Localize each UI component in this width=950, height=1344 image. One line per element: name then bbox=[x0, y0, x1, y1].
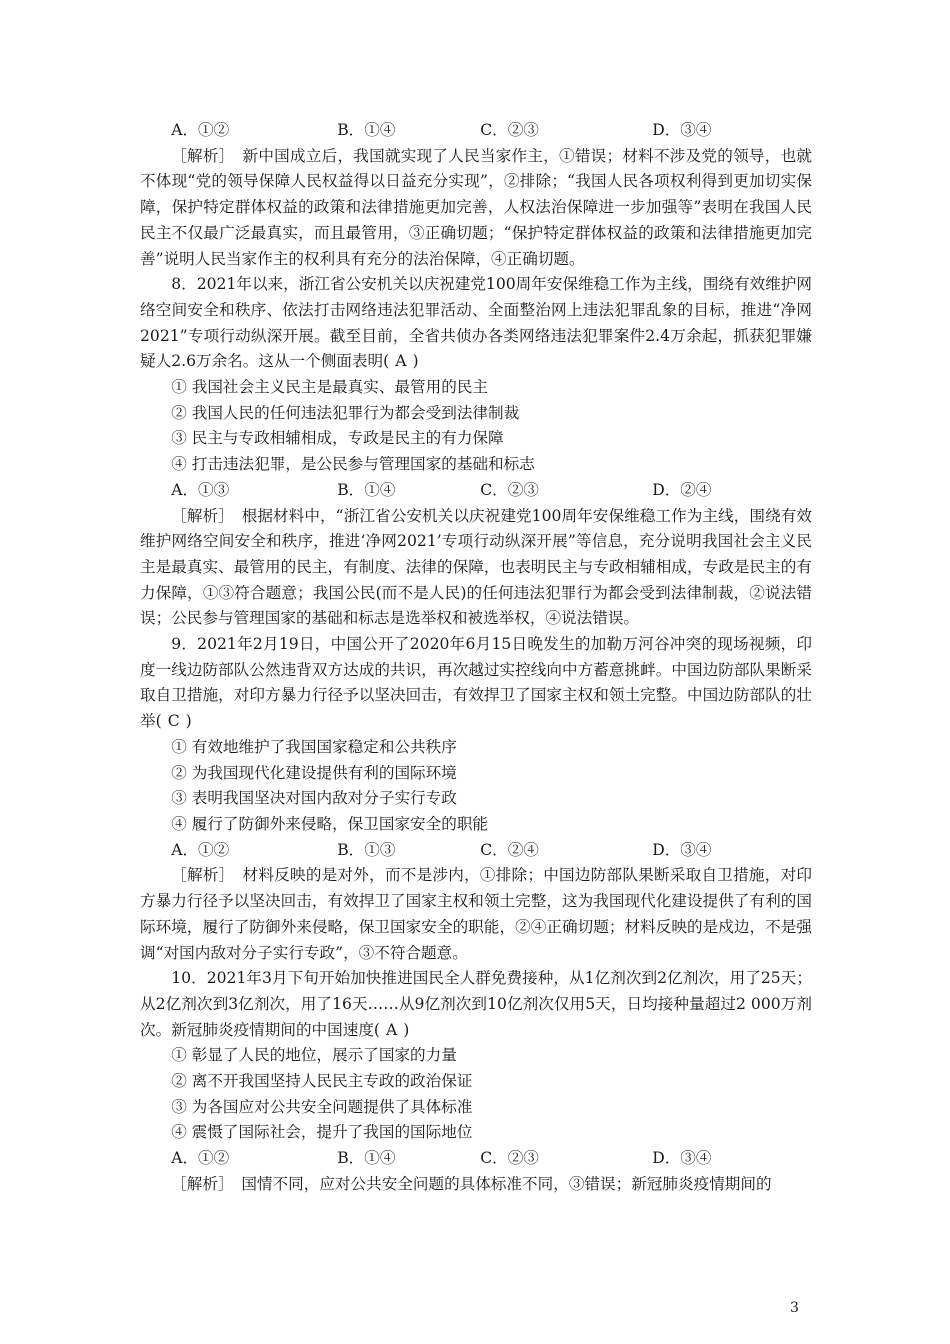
q10-statement-4: ④ 震慑了国际社会，提升了我国的国际地位 bbox=[171, 1123, 473, 1142]
q10-option-c: C．②③ bbox=[480, 1149, 539, 1168]
q7-option-b: B．①④ bbox=[337, 121, 396, 139]
q8-options bbox=[140, 478, 812, 504]
q9-statement-4: ④ 履行了防御外来侵略，保卫国家安全的职能 bbox=[171, 814, 489, 833]
q7-option-c: C．②③ bbox=[480, 121, 539, 139]
q10-stem bbox=[140, 966, 812, 1043]
q10-options bbox=[140, 1146, 812, 1172]
q10-answer: A bbox=[386, 1020, 398, 1039]
q9-statement-1: ① 有效地维护了我国国家稳定和公共秩序 bbox=[171, 737, 457, 756]
q7-analysis: ［解析］ 新中国成立后，我国就实现了人民当家作主，①错误；材料不涉及党的领导，也就不体现“党的领导保障人民权益得以日益充分实现”，②排除；“我国人民各项权利得到更加切实保障，保护特定群体权益的政策和法律措施更加完善，人权法治保障进一步加强等”表明在我国人民民主不仅最广泛最真实，而且最管用，③正确切题；“保护特定群体权益的政策和法律措施更加完善”说明人民当家作主的权利具有充分的法治保障，④正确切题。 bbox=[140, 146, 812, 268]
q8-statement-1: ① 我国社会主义民主是最真实、最管用的民主 bbox=[171, 378, 489, 397]
q9-analysis: ［解析］ 材料反映的是对外，而不是涉内，①排除；中国边防部队果断采取自卫措施，对印方暴力行径予以坚决回击，有效捍卫了国家主权和领土完整，这为我国现代化建设提供了有利的国际环境，履行了防御外来侵略，保卫国家安全的职能，②④正确切题；材料反映的是戍边，不是强调“对国内敌对分子实行专政”，③不符合题意。 bbox=[140, 866, 812, 962]
q8-stem-text: 8．2021年以来，浙江省公安机关以庆祝建党100周年安保维稳工作为主线，围绕有效维护网络空间安全和秩序、依法打击网络违法犯罪活动、全面整治网上违法犯罪乱象的目标，推进“净网2021”专项行动纵深开展。截至目前，全省共侦办各类网络违法犯罪案件2.4万余起，抓获犯罪嫌疑人2.6万余名。这从一个侧面表明( bbox=[140, 275, 812, 371]
q10-statement-1: ① 彰显了人民的地位，展示了国家的力量 bbox=[171, 1046, 457, 1065]
q9-statement-3: ③ 表明我国坚决对国内敌对分子实行专政 bbox=[171, 789, 457, 808]
q7-options bbox=[140, 118, 812, 144]
q8-statement-2: ② 我国人民的任何违法犯罪行为都会受到法律制裁 bbox=[171, 403, 520, 422]
q8-answer: A bbox=[395, 352, 407, 371]
q8-option-a: A．①③ bbox=[171, 480, 230, 499]
q9-answer: C bbox=[167, 712, 180, 731]
q7-option-a: A．①② bbox=[171, 121, 230, 139]
q8-stem-close: ) bbox=[412, 352, 419, 371]
q8-option-c: C．②③ bbox=[480, 480, 539, 499]
q9-option-d: D．③④ bbox=[652, 840, 712, 859]
q9-statement-2: ② 为我国现代化建设提供有利的国际环境 bbox=[171, 763, 457, 782]
page-number: 3 bbox=[790, 1300, 799, 1316]
q10-option-a: A．①② bbox=[171, 1149, 230, 1168]
q8-option-b: B．①④ bbox=[337, 480, 396, 499]
q9-option-b: B．①③ bbox=[337, 840, 396, 859]
q10-option-d: D．③④ bbox=[652, 1149, 712, 1168]
q9-option-a: A．①② bbox=[171, 840, 230, 859]
q9-option-c: C．②④ bbox=[480, 840, 539, 859]
q9-stem bbox=[140, 632, 812, 735]
q10-statement-2: ② 离不开我国坚持人民民主专政的政治保证 bbox=[171, 1072, 473, 1091]
q9-options bbox=[140, 838, 812, 864]
q8-stem bbox=[140, 272, 812, 375]
q7-option-d: D．③④ bbox=[652, 121, 712, 139]
q8-statement-3: ③ 民主与专政相辅相成，专政是民主的有力保障 bbox=[171, 429, 504, 448]
q10-stem-text: 10．2021年3月下旬开始加快推进国民全人群免费接种，从1亿剂次到2亿剂次，用了25天；从2亿剂次到3亿剂次，用了16天……从9亿剂次到10亿剂次仅用5天，日均接种量超过2 000万剂次。新冠肺炎疫情期间的中国速度( bbox=[140, 969, 812, 1039]
q9-stem-text: 9．2021年2月19日，中国公开了2020年6月15日晚发生的加勒万河谷冲突的现场视频，印度一线边防部队公然违背双方达成的共识，再次越过实控线向中方蓄意挑衅。中国边防部队果断采取自卫措施，对印方暴力行径予以坚决回击，有效捍卫了国家主权和领土完整。中国边防部队的壮举( bbox=[140, 635, 812, 731]
q9-stem-close: ) bbox=[185, 712, 192, 731]
q8-statement-4: ④ 打击违法犯罪，是公民参与管理国家的基础和标志 bbox=[171, 455, 535, 474]
q8-option-d: D．②④ bbox=[652, 480, 712, 499]
q8-analysis: ［解析］ 根据材料中，“浙江省公安机关以庆祝建党100周年安保维稳工作为主线，围绕有效维护网络空间安全和秩序，推进‘净网2021’专项行动纵深开展”等信息，充分说明我国社会主义民主是最真实、最管用的民主，有制度、法律的保障，也表明民主与专政相辅相成，专政是民主的有力保障，①③符合题意；我国公民(而不是人民)的任何违法犯罪行为都会受到法律制裁，②说法错误；公民参与管理国家的基础和标志是选举权和被选举权，④说法错误。 bbox=[140, 506, 812, 628]
q10-statement-3: ③ 为各国应对公共安全问题提供了具体标准 bbox=[171, 1097, 473, 1116]
document-page bbox=[140, 118, 812, 1198]
q10-analysis: ［解析］ 国情不同，应对公共安全问题的具体标准不同，③错误；新冠肺炎疫情期间的 bbox=[171, 1174, 772, 1193]
q10-option-b: B．①④ bbox=[337, 1149, 396, 1168]
q10-stem-close: ) bbox=[403, 1020, 410, 1039]
